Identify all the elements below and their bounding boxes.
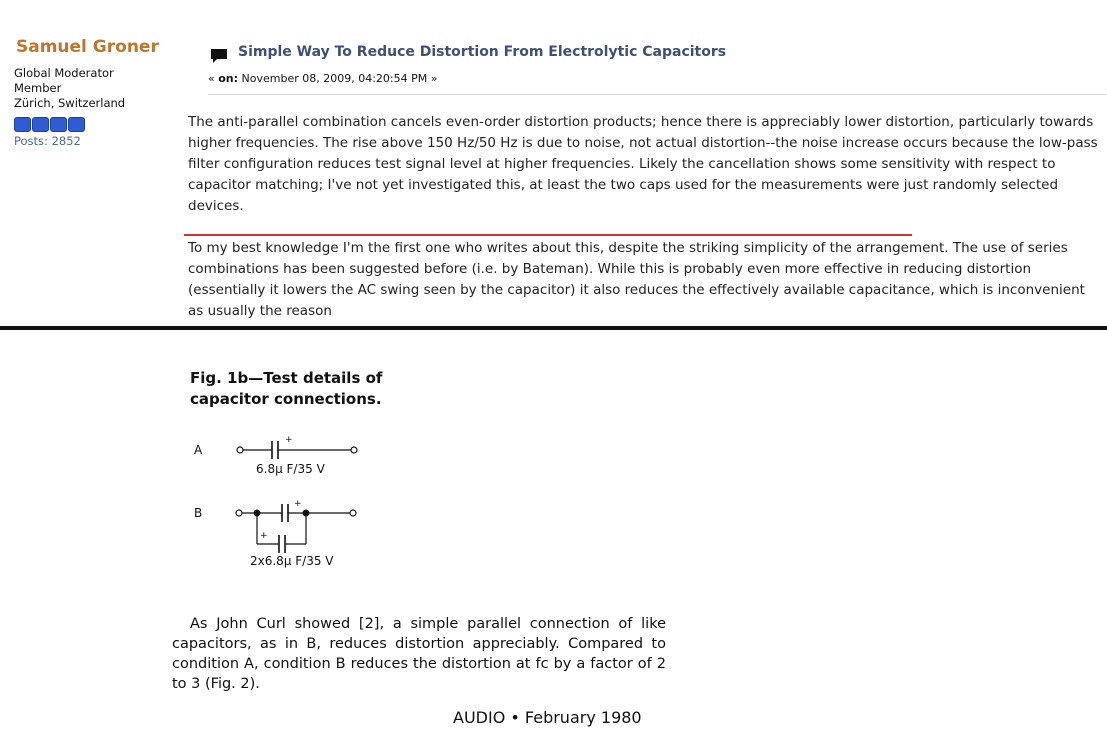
post-paragraph-2	[188, 238, 1098, 322]
figure-caption-line-2: capacitor connections.	[190, 390, 382, 408]
polarity-plus: +	[260, 531, 268, 541]
username-link[interactable]: Samuel Groner	[16, 37, 159, 57]
page-footer: AUDIO • February 1980	[453, 708, 642, 727]
scanned-article	[0, 330, 1107, 753]
speech-bubble-icon	[209, 46, 229, 66]
polarity-plus: +	[285, 435, 293, 445]
circuit-label-a: A	[194, 443, 203, 457]
user-location: Zürich, Switzerland	[14, 96, 126, 110]
capacitor-b-value: 2x6.8µ F/35 V	[250, 554, 334, 568]
user-info	[14, 66, 125, 111]
red-underline-annotation	[184, 234, 912, 236]
paragraph-2-rest: The use of series combinations has been suggested before (i.e. by Bateman). While this is probably even more effective in reducing distortion (essentially it lowers the AC swing seen by the capacitor) it also reduces the effectively available capacitance, which is inconvenient as usually the reason	[188, 240, 1085, 319]
terminal-icon	[351, 447, 357, 453]
user-rank: Global Moderator	[14, 66, 114, 80]
polarity-plus: +	[294, 499, 302, 509]
terminal-icon	[236, 510, 242, 516]
star-icon	[50, 117, 67, 132]
post-date: November 08, 2009, 04:20:54 PM »	[238, 72, 438, 85]
article-text	[172, 614, 666, 694]
post-body	[188, 112, 1098, 343]
meta-on: on:	[218, 72, 239, 85]
star-icon	[32, 117, 49, 132]
user-group: Member	[14, 81, 62, 95]
post-paragraph-1: The anti-parallel combination cancels even-order distortion products; hence there is appreciably lower distortion, particularly towards higher frequencies. The rise above 150 Hz/50 Hz is due to noise, not actual distortion--the noise increase occurs because the low-pass filter configuration reduces test signal level at higher frequencies. Likely the cancellation shows some sensitivity with respect to capacitor matching; I've not yet investigated this, at least the two caps used for the measurements were just randomly selected devices.	[188, 114, 1098, 214]
capacitor-circuit-diagram	[180, 428, 380, 578]
terminal-icon	[237, 447, 243, 453]
post-count: Posts: 2852	[14, 134, 81, 148]
forum-post-area	[0, 0, 1107, 326]
circuit-label-b: B	[194, 506, 203, 520]
figure-caption-line-1: Fig. 1b—Test details of	[190, 369, 383, 387]
article-paragraph: As John Curl showed [2], a simple parallel connection of like capacitors, as in B, reduces distortion appreciably. Compared to condition A, condition B reduces the distortion at fc by a factor of 2 to 3 (Fig. 2).	[172, 616, 666, 692]
figure-caption	[190, 368, 382, 410]
star-icon	[68, 117, 85, 132]
terminal-icon	[350, 510, 356, 516]
capacitor-a-value: 6.8µ F/35 V	[256, 462, 325, 476]
post-title-link[interactable]: Simple Way To Reduce Distortion From Electrolytic Capacitors	[238, 44, 727, 60]
meta-prefix: «	[208, 72, 219, 85]
post-separator	[208, 94, 1106, 95]
star-icon	[14, 117, 31, 132]
post-meta	[208, 72, 437, 85]
rank-stars	[14, 117, 85, 132]
highlighted-text: To my best knowledge I'm the first one who writes about this, despite the striking simplicity of the arrangement.	[188, 240, 949, 256]
